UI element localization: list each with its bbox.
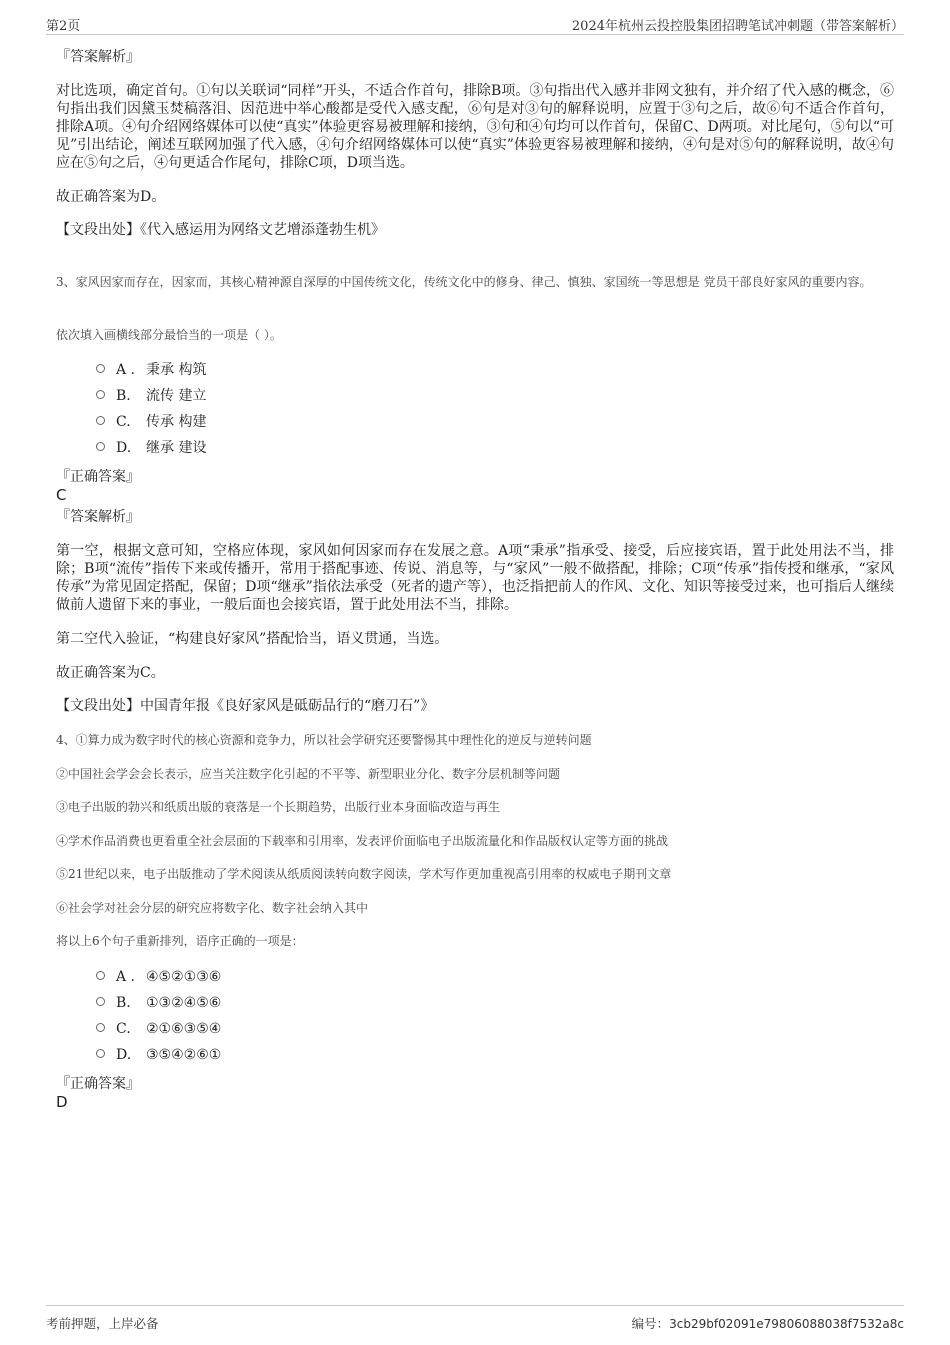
code-label: 编号： xyxy=(631,1316,670,1331)
q2-source: 【文段出处】《代入感运用为网络文艺增添蓬勃生机》 xyxy=(56,222,385,238)
radio-icon[interactable] xyxy=(96,442,105,451)
q3-answer: C xyxy=(56,486,67,504)
q2-analysis-text: 对比选项，确定首句。①句以关联词“同样”开头，不适合作首句，排除B项。③句指出代入感并非网文独有，并介绍了代入感的概念，⑥句指出我们因黛玉焚稿落泪、因范进中举心酸都是受代入感支配，⑥句是对③句的解释说明，应置于③句之后，故⑥句不适合作首句，排除A项。④句介绍网络媒体可以使“真实”体验更容易被理解和接纳，③句和④句均可以作首句，保留C、D两项。对比尾句，⑤句以“可见”引出结论，阐述互联网加强了代入感，④句介绍网络媒体可以使“真实”体验更容易被理解和接纳，④句是对⑤句的解释说明，故④句应在⑤句之后，④句更适合作尾句，排除C项，D项当选。 xyxy=(56,83,894,171)
q4-answer: D xyxy=(56,1093,68,1111)
q3-option-a[interactable]: A . 秉承 构筑 xyxy=(96,360,206,380)
q4-sentence-5: ⑤21世纪以来，电子出版推动了学术阅读从纸质阅读转向数字阅读，学术写作更加重视高引用率的权威电子期刊文章 xyxy=(56,867,672,881)
q3-option-b[interactable]: B. 流传 建立 xyxy=(96,386,206,406)
radio-icon[interactable] xyxy=(96,1049,105,1058)
q4-sentence-2: ②中国社会学会会长表示，应当关注数字化引起的不平等、新型职业分化、数字分层机制等问题 xyxy=(56,767,561,781)
q3-conclusion: 故正确答案为C。 xyxy=(56,665,165,681)
q3-analysis-text: 第一空，根据文意可知，空格应体现，家风如何因家而存在发展之意。A项“秉承”指承受、接受，后应接宾语，置于此处用法不当，排除；B项“流传”指传下来或传播开，常用于搭配事迹、传说、消息等，与“家风”一般不做搭配，排除；C项“传承”指传授和继承，“家风传承”为常见固定搭配，保留；D项“继承”指依法承受（死者的遗产等），也泛指把前人的作风、文化、知识等接受过来，也可指后人继续做前人遗留下来的事业，一般后面也会接宾语，置于此处用法不当，排除。 xyxy=(56,543,894,613)
q4-prompt: 将以上6个句子重新排列，语序正确的一项是： xyxy=(56,934,304,948)
document-title: 2024年杭州云投控股集团招聘笔试冲刺题（带答案解析） xyxy=(571,19,904,34)
q4-sentence-4: ④学术作品消费也更看重全社会层面的下载率和引用率，发表评价面临电子出版流量化和作品版权认定等方面的挑战 xyxy=(56,834,669,848)
q4-sentence-6: ⑥社会学对社会分层的研究应将数字化、数字社会纳入其中 xyxy=(56,901,369,915)
q3-prompt: 依次填入画横线部分最恰当的一项是（ ）。 xyxy=(56,328,282,342)
radio-icon[interactable] xyxy=(96,971,105,980)
q3-option-c[interactable]: C. 传承 构建 xyxy=(96,412,206,432)
q3-option-d[interactable]: D. 继承 建设 xyxy=(96,438,206,458)
page-footer xyxy=(46,1305,904,1332)
radio-icon[interactable] xyxy=(96,416,105,425)
page-number: 第2页 xyxy=(46,19,81,34)
q4-option-c[interactable]: C. ②①⑥③⑤④ xyxy=(96,1019,221,1039)
code-value: 3cb29bf02091e79806088038f7532a8c xyxy=(669,1317,904,1331)
q4-answer-label: 『正确答案』 xyxy=(56,1076,140,1092)
footer-slogan: 考前押题，上岸必备 xyxy=(46,1316,159,1331)
radio-icon[interactable] xyxy=(96,390,105,399)
q4-option-b[interactable]: B. ①③②④⑤⑥ xyxy=(96,993,221,1013)
page-header xyxy=(46,12,904,35)
q2-conclusion: 故正确答案为D。 xyxy=(56,189,166,205)
document-code xyxy=(632,1314,904,1332)
radio-icon[interactable] xyxy=(96,997,105,1006)
radio-icon[interactable] xyxy=(96,1023,105,1032)
q3-stem: 3、家风因家而存在，因家而，其核心精神源自深厚的中国传统文化，传统文化中的修身、律己、慎独、家国统一等思想是 党员干部良好家风的重要内容。 xyxy=(56,275,872,289)
q3-answer-label: 『正确答案』 xyxy=(56,469,140,485)
q2-analysis-label: 『答案解析』 xyxy=(56,49,140,65)
radio-icon[interactable] xyxy=(96,364,105,373)
q4-sentence-1: 4、①算力成为数字时代的核心资源和竞争力，所以社会学研究还要警惕其中理性化的逆反与逆转问题 xyxy=(56,733,592,747)
q3-analysis-text-2: 第二空代入验证，“构建良好家风”搭配恰当，语义贯通，当选。 xyxy=(56,631,449,647)
q4-option-d[interactable]: D. ③⑤④②⑥① xyxy=(96,1045,221,1065)
q4-option-a[interactable]: A . ④⑤②①③⑥ xyxy=(96,967,221,987)
q3-source: 【文段出处】中国青年报《良好家风是砥砺品行的“磨刀石”》 xyxy=(56,698,435,714)
q4-sentence-3: ③电子出版的勃兴和纸质出版的衰落是一个长期趋势，出版行业本身面临改造与再生 xyxy=(56,800,501,814)
q3-analysis-label: 『答案解析』 xyxy=(56,509,140,525)
